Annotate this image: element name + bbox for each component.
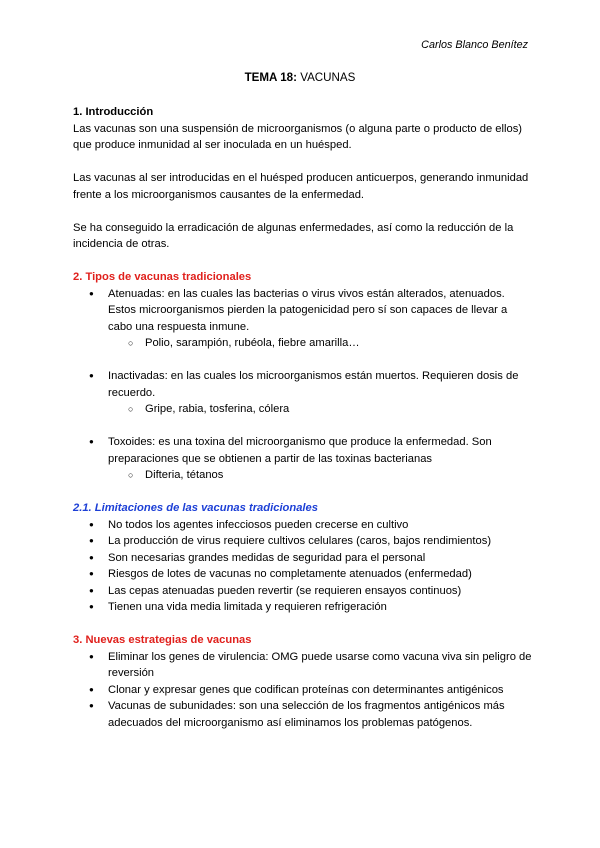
sub-list-item: ○ Polio, sarampión, rubéola, fiebre amarilla… xyxy=(73,335,533,352)
list-item: ● Riesgos de lotes de vacunas no completamente atenuados (enfermedad) xyxy=(73,566,533,583)
list-item: ● Clonar y expresar genes que codifican proteínas con determinantes antigénicos xyxy=(73,682,533,699)
intro-paragraph-1: Las vacunas son una suspensión de microorganismos (o alguna parte o producto de ellos) que produce inmunidad al ser inoculada en un huésped. xyxy=(73,122,523,151)
sub-list-item: ○ Gripe, rabia, tosferina, cólera xyxy=(73,401,533,418)
intro-paragraph-2: Las vacunas al ser introducidas en el huésped producen anticuerpos, generando inmunidad frente a los microorganismos causantes de la enfermedad. xyxy=(73,172,529,201)
document-content xyxy=(73,104,533,731)
section-heading-introduccion: 1. Introducción xyxy=(73,106,154,118)
limitaciones-list xyxy=(73,517,533,616)
tipos-list xyxy=(73,286,533,352)
tipos-list-2 xyxy=(73,368,533,418)
list-item: ● Toxoides: es una toxina del microorganismo que produce la enfermedad. Son preparaciones que se obtienen a partir de las toxinas bacterianas xyxy=(73,434,533,467)
list-item: ● Inactivadas: en las cuales los microorganismos están muertos. Requieren dosis de recuerdo. xyxy=(73,368,533,401)
title-rest: VACUNAS xyxy=(296,71,356,84)
author-name: Carlos Blanco Benítez xyxy=(421,39,528,51)
list-item: ● Tienen una vida media limitada y requieren refrigeración xyxy=(73,599,533,616)
page-title xyxy=(0,70,600,87)
list-item: ● Eliminar los genes de virulencia: OMG puede usarse como vacuna viva sin peligro de reversión xyxy=(73,649,533,682)
tipos-list-3 xyxy=(73,434,533,484)
list-item: ● Son necesarias grandes medidas de seguridad para el personal xyxy=(73,550,533,567)
list-item: ● Atenuadas: en las cuales las bacterias o virus vivos están alterados, atenuados. Estos microorganismos pierden la patogenicidad pero sí son capaces de llevar a cabo una respuesta inmune. xyxy=(73,286,533,336)
section-heading-limitaciones: 2.1. Limitaciones de las vacunas tradicionales xyxy=(73,502,318,514)
section-heading-nuevas: 3. Nuevas estrategias de vacunas xyxy=(73,634,252,646)
list-item: ● La producción de virus requiere cultivos celulares (caros, bajos rendimientos) xyxy=(73,533,533,550)
list-item: ● No todos los agentes infecciosos pueden crecerse en cultivo xyxy=(73,517,533,534)
list-item: ● Vacunas de subunidades: son una selección de los fragmentos antigénicos más adecuados del microorganismo así eliminamos los problemas patógenos. xyxy=(73,698,533,731)
nuevas-list xyxy=(73,649,533,732)
list-item: ● Las cepas atenuadas pueden revertir (se requieren ensayos continuos) xyxy=(73,583,533,600)
section-heading-tipos: 2. Tipos de vacunas tradicionales xyxy=(73,271,252,283)
title-bold: TEMA 18: xyxy=(244,71,297,84)
intro-paragraph-3: Se ha conseguido la erradicación de algunas enfermedades, así como la reducción de la incidencia de otras. xyxy=(73,221,514,250)
sub-list-item: ○ Difteria, tétanos xyxy=(73,467,533,484)
